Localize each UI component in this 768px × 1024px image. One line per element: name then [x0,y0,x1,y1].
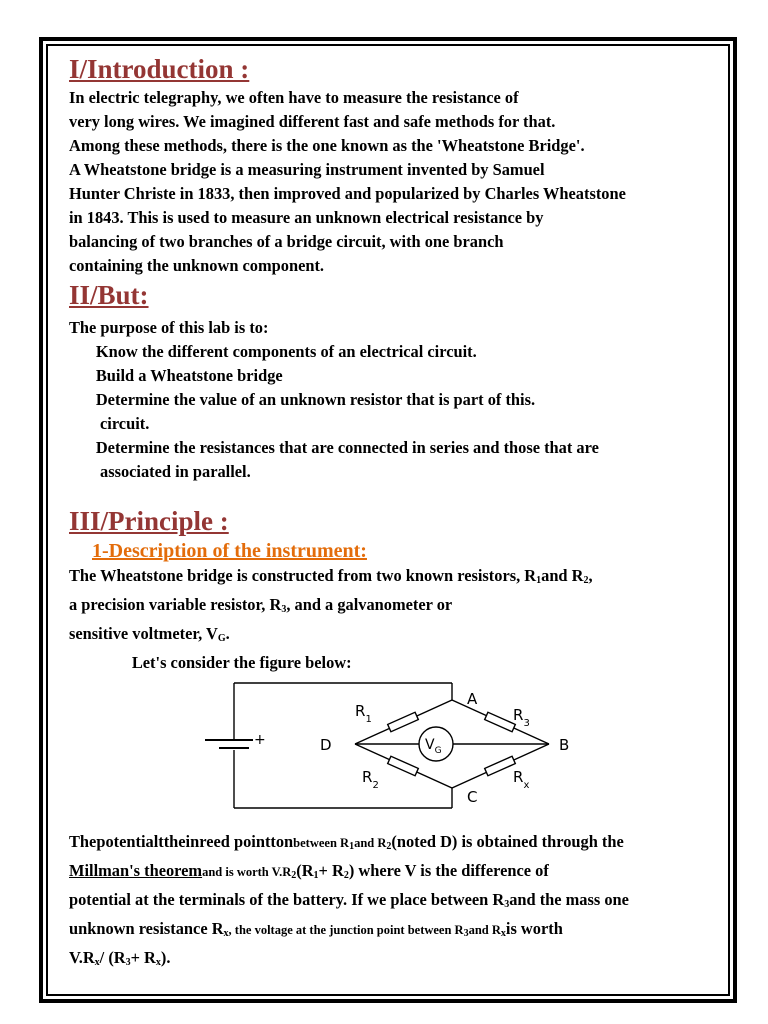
introduction-heading: I/Introduction : [69,54,250,84]
millman-line: Thepotentialttheinreed pointtonbetween $R_1and$ $R_2(noted$ D) is obtained through the [69,832,624,852]
intro-line: Hunter Christe in 1833, then improved and popularized by Charles Wheatstone [69,184,626,203]
consider-line: Let's consider the figure below: [115,653,335,672]
purpose-list [69,340,768,484]
resistor-r2-icon [388,756,419,776]
instrument-subheading: 1-Description of the instrument: [92,540,367,562]
resistor-r1-icon [388,712,419,732]
list-item-continuation: circuit. [100,414,150,433]
list-item: Determine the value of an unknown resistor that is part of this. [79,390,519,409]
list-item: Build a Wheatstone bridge [79,366,266,385]
node-d-label: D [320,736,332,754]
r1-label: $R_1$ [355,702,372,725]
millman-line: $V.R_x/$ $(R_3+ R_x)$. [69,948,171,968]
r3-label: $R_3$ [513,706,530,729]
millman-line: potential at the terminals of the battery. If we place between $R_3and$ the mass one [69,890,629,910]
r2-label: $R_2$ [362,768,379,791]
intro-line: balancing of two branches of a bridge circuit, with one branch [69,232,504,251]
battery-plus-label: + [254,732,266,748]
node-b-label: B [559,736,570,754]
principle-heading: III/Principle : [69,506,229,536]
intro-line: In electric telegraphy, we often have to measure the resistance of [69,88,519,107]
intro-line: Among these methods, there is the one known as the 'Wheatstone Bridge'. [69,136,585,155]
principle-line: sensitive voltmeter, $V_G$. [69,624,230,644]
introduction-body [69,86,768,278]
list-item: Determine the resistances that are connected in series and those that are [79,438,583,457]
node-a-label: A [467,690,478,708]
principle-line: a precision variable resistor, $R_3$, and a galvanometer or [69,595,453,615]
principle-line: The Wheatstone bridge is constructed from two known resistors, $R_1and$ $R_2$, [69,566,593,586]
millman-line: unknown resistance $R_x$, the voltage at the junction point between $R_3and$ $R_xis$ worth [69,919,563,939]
rx-label: $R_x$ [513,768,530,791]
intro-line: A Wheatstone bridge is a measuring instrument invented by Samuel [69,160,545,179]
intro-line: in 1843. This is used to measure an unknown electrical resistance by [69,208,544,227]
list-item-continuation: associated in parallel. [100,462,251,481]
purpose-heading: II/But: [69,280,149,310]
resistor-r3-icon [485,712,516,732]
millman-line: Millman's theoremand is worth $V.R_2(R_1+ R_2)$ where V is the difference of [69,861,549,881]
wheatstone-bridge-diagram [195,676,590,816]
node-c-label: C [467,788,478,806]
purpose-lead: The purpose of this lab is to: [69,318,269,337]
intro-line: containing the unknown component. [69,256,325,275]
galvanometer-label: $V_G$ [425,737,442,756]
millman-section [69,830,768,975]
intro-line: very long wires. We imagined different fast and safe methods for that. [69,112,556,131]
document-content [69,52,768,675]
list-item: Know the different components of an electrical circuit. [79,342,460,361]
resistor-rx-icon [485,756,516,776]
